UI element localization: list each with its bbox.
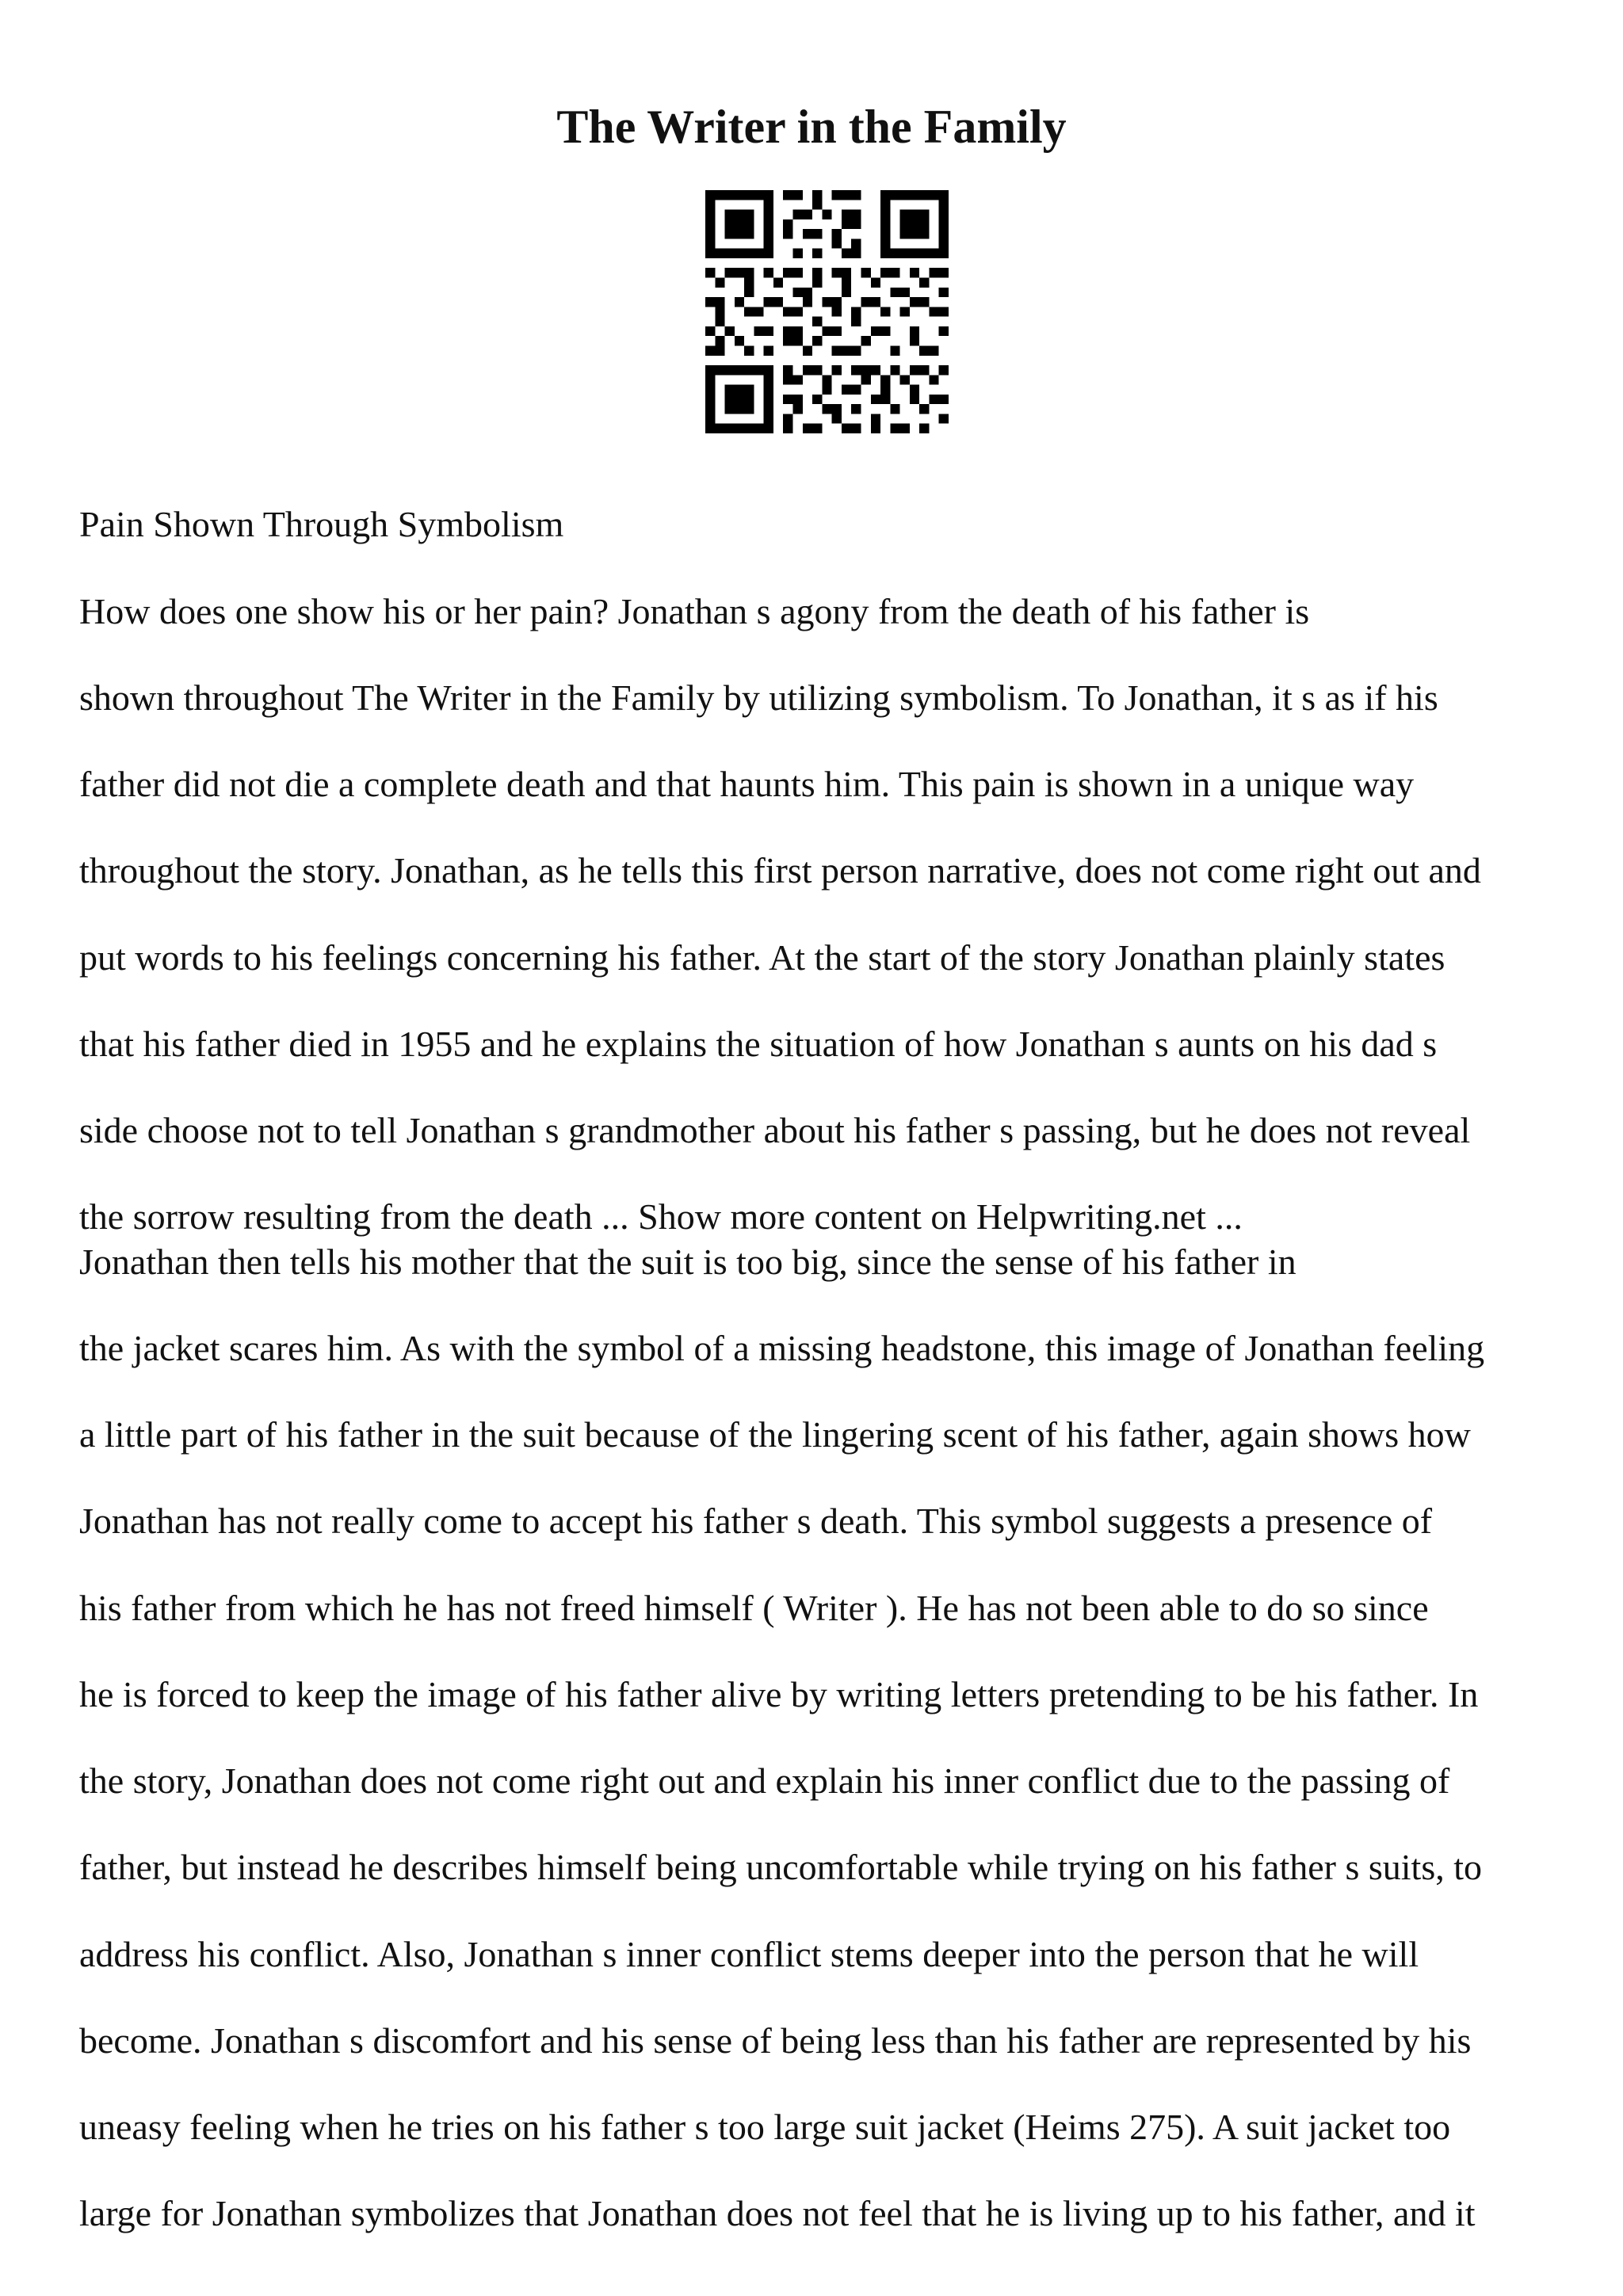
paragraph-2-line: a little part of his father in the suit because of the lingering scent of his father, again shows how — [79, 1414, 1471, 1455]
paragraph-2-line: become. Jonathan s discomfort and his sense of being less than his father are represented by his — [79, 2020, 1472, 2061]
paragraph-1-line: shown throughout The Writer in the Family by utilizing symbolism. To Jonathan, it s as if his — [79, 677, 1438, 718]
paragraph-2-line: the story, Jonathan does not come right out and explain his inner conflict due to the passing of — [79, 1760, 1450, 1801]
paragraph-2-line: Jonathan then tells his mother that the suit is too big, since the sense of his father in — [79, 1241, 1296, 1282]
paragraph-2-line: large for Jonathan symbolizes that Jonathan does not feel that he is living up to his father, and it — [79, 2193, 1476, 2233]
qr-code-icon — [705, 190, 949, 433]
paragraph-2-line: he is forced to keep the image of his father alive by writing letters pretending to be his father. In — [79, 1674, 1479, 1714]
paragraph-1-line: put words to his feelings concerning his father. At the start of the story Jonathan plainly states — [79, 937, 1445, 978]
paragraph-1-line: How does one show his or her pain? Jonathan s agony from the death of his father is — [79, 591, 1310, 631]
paragraph-2-line: the jacket scares him. As with the symbol of a missing headstone, this image of Jonathan feeling — [79, 1328, 1485, 1368]
paragraph-2-line: his father from which he has not freed himself ( Writer ). He has not been able to do so since — [79, 1588, 1429, 1628]
paragraph-2-line: uneasy feeling when he tries on his father s too large suit jacket (Heims 275). A suit jacket too — [79, 2107, 1451, 2147]
paragraph-1-line: the sorrow resulting from the death ... Show more content on Helpwriting.net ... — [79, 1196, 1243, 1237]
paragraph-1-line: father did not die a complete death and that haunts him. This pain is shown in a unique way — [79, 764, 1415, 804]
paragraph-2-line: address his conflict. Also, Jonathan s inner conflict stems deeper into the person that he will — [79, 1934, 1419, 1974]
section-heading: Pain Shown Through Symbolism — [79, 504, 564, 544]
paragraph-2-line: Jonathan has not really come to accept his father s death. This symbol suggests a presence of — [79, 1501, 1433, 1541]
paragraph-1-line: side choose not to tell Jonathan s grandmother about his father s passing, but he does not reveal — [79, 1110, 1471, 1150]
document-title: The Writer in the Family — [556, 101, 1067, 153]
paragraph-2-line: father, but instead he describes himself being uncomfortable while trying on his father s suits, to — [79, 1847, 1483, 1887]
paragraph-1-line: that his father died in 1955 and he explains the situation of how Jonathan s aunts on his dad s — [79, 1024, 1438, 1064]
paragraph-1-line: throughout the story. Jonathan, as he tells this first person narrative, does not come right out and — [79, 850, 1481, 891]
